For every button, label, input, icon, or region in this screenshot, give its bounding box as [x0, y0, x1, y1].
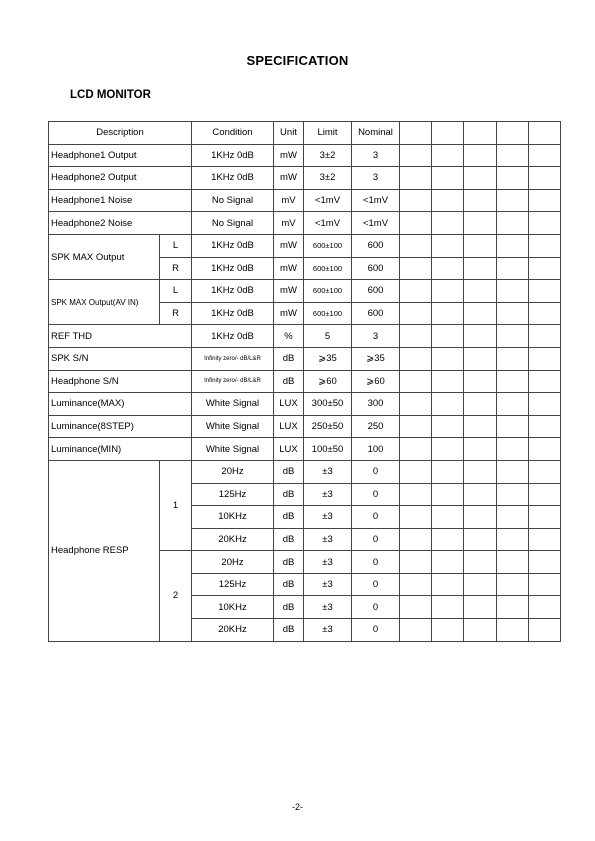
empty-cell	[464, 325, 497, 348]
empty-cell	[529, 483, 561, 506]
row-unit: dB	[274, 506, 304, 529]
row-limit: ±3	[304, 460, 352, 483]
empty-cell	[497, 302, 529, 325]
empty-cell	[529, 257, 561, 280]
channel-label: L	[160, 234, 192, 257]
empty-cell	[464, 528, 497, 551]
row-condition: 20KHz	[192, 528, 274, 551]
row-condition: 1KHz 0dB	[192, 302, 274, 325]
empty-cell	[529, 212, 561, 235]
empty-cell	[464, 257, 497, 280]
empty-cell	[497, 573, 529, 596]
empty-cell	[400, 528, 432, 551]
empty-cell	[400, 189, 432, 212]
row-nominal: 0	[352, 596, 400, 619]
channel-label: 1	[160, 460, 192, 550]
header-unit: Unit	[274, 122, 304, 145]
row-nominal: 3	[352, 144, 400, 167]
empty-cell	[529, 122, 561, 145]
header-condition: Condition	[192, 122, 274, 145]
empty-cell	[529, 325, 561, 348]
row-description: Luminance(MIN)	[49, 438, 192, 461]
empty-cell	[464, 619, 497, 642]
empty-cell	[497, 438, 529, 461]
empty-cell	[432, 280, 464, 303]
header-limit: Limit	[304, 122, 352, 145]
empty-cell	[400, 347, 432, 370]
table-row	[49, 325, 561, 348]
empty-cell	[432, 573, 464, 596]
table-row	[49, 144, 561, 167]
page-number: -2-	[292, 802, 303, 812]
row-condition: 20Hz	[192, 551, 274, 574]
row-nominal: <1mV	[352, 212, 400, 235]
row-condition: Infinity zero/- dB/L&R	[192, 370, 274, 393]
empty-cell	[497, 257, 529, 280]
row-limit: <1mV	[304, 189, 352, 212]
empty-cell	[497, 347, 529, 370]
empty-cell	[529, 302, 561, 325]
row-unit: dB	[274, 370, 304, 393]
empty-cell	[497, 393, 529, 416]
empty-cell	[497, 234, 529, 257]
header-nominal: Nominal	[352, 122, 400, 145]
empty-cell	[400, 370, 432, 393]
empty-cell	[529, 596, 561, 619]
empty-cell	[400, 460, 432, 483]
row-condition: 1KHz 0dB	[192, 257, 274, 280]
row-nominal: <1mV	[352, 189, 400, 212]
row-unit: mV	[274, 189, 304, 212]
row-unit: mW	[274, 144, 304, 167]
row-unit: %	[274, 325, 304, 348]
row-condition: 1KHz 0dB	[192, 144, 274, 167]
empty-cell	[497, 506, 529, 529]
row-limit: 250±50	[304, 415, 352, 438]
row-unit: LUX	[274, 393, 304, 416]
row-nominal: ⩾35	[352, 347, 400, 370]
row-description: Luminance(MAX)	[49, 393, 192, 416]
empty-cell	[464, 370, 497, 393]
row-unit: mW	[274, 257, 304, 280]
row-condition: No Signal	[192, 189, 274, 212]
empty-cell	[432, 506, 464, 529]
row-nominal: 3	[352, 325, 400, 348]
empty-cell	[529, 506, 561, 529]
empty-cell	[464, 415, 497, 438]
row-nominal: 0	[352, 619, 400, 642]
empty-cell	[400, 122, 432, 145]
empty-cell	[529, 393, 561, 416]
row-nominal: 0	[352, 460, 400, 483]
empty-cell	[464, 551, 497, 574]
empty-cell	[432, 415, 464, 438]
row-limit: ±3	[304, 551, 352, 574]
row-nominal: 0	[352, 551, 400, 574]
empty-cell	[497, 167, 529, 190]
row-unit: dB	[274, 573, 304, 596]
empty-cell	[497, 460, 529, 483]
empty-cell	[432, 212, 464, 235]
empty-cell	[400, 573, 432, 596]
empty-cell	[464, 234, 497, 257]
empty-cell	[529, 167, 561, 190]
empty-cell	[432, 257, 464, 280]
empty-cell	[400, 302, 432, 325]
row-description: Headphone RESP	[49, 460, 160, 641]
row-limit: ±3	[304, 619, 352, 642]
channel-label: L	[160, 280, 192, 303]
empty-cell	[497, 212, 529, 235]
empty-cell	[464, 347, 497, 370]
row-limit: ±3	[304, 573, 352, 596]
empty-cell	[464, 302, 497, 325]
empty-cell	[400, 596, 432, 619]
row-limit: 600±100	[304, 257, 352, 280]
empty-cell	[529, 280, 561, 303]
row-condition: 20Hz	[192, 460, 274, 483]
row-limit: 3±2	[304, 167, 352, 190]
table-row	[49, 460, 561, 483]
empty-cell	[400, 212, 432, 235]
empty-cell	[432, 460, 464, 483]
row-unit: LUX	[274, 415, 304, 438]
row-description: Headphone S/N	[49, 370, 192, 393]
empty-cell	[400, 438, 432, 461]
row-description: Headphone2 Output	[49, 167, 192, 190]
empty-cell	[529, 460, 561, 483]
row-unit: dB	[274, 528, 304, 551]
empty-cell	[464, 393, 497, 416]
empty-cell	[432, 551, 464, 574]
page-title: SPECIFICATION	[246, 53, 349, 68]
row-nominal: 0	[352, 506, 400, 529]
row-limit: 600±100	[304, 234, 352, 257]
table-row	[49, 370, 561, 393]
row-condition: White Signal	[192, 415, 274, 438]
empty-cell	[529, 551, 561, 574]
row-unit: mW	[274, 234, 304, 257]
row-nominal: 600	[352, 280, 400, 303]
empty-cell	[400, 415, 432, 438]
empty-cell	[464, 460, 497, 483]
table-row	[49, 189, 561, 212]
row-nominal: 3	[352, 167, 400, 190]
empty-cell	[432, 189, 464, 212]
empty-cell	[464, 189, 497, 212]
empty-cell	[529, 370, 561, 393]
empty-cell	[464, 122, 497, 145]
empty-cell	[497, 415, 529, 438]
empty-cell	[529, 347, 561, 370]
row-unit: dB	[274, 551, 304, 574]
row-limit: 600±100	[304, 280, 352, 303]
row-condition: 125Hz	[192, 483, 274, 506]
row-limit: ±3	[304, 483, 352, 506]
empty-cell	[400, 234, 432, 257]
empty-cell	[497, 483, 529, 506]
row-condition: 1KHz 0dB	[192, 325, 274, 348]
row-limit: <1mV	[304, 212, 352, 235]
empty-cell	[464, 280, 497, 303]
channel-label: R	[160, 302, 192, 325]
row-condition: 1KHz 0dB	[192, 167, 274, 190]
empty-cell	[497, 370, 529, 393]
header-description: Description	[49, 122, 192, 145]
row-unit: dB	[274, 619, 304, 642]
row-condition: No Signal	[192, 212, 274, 235]
empty-cell	[400, 280, 432, 303]
channel-label: R	[160, 257, 192, 280]
row-unit: dB	[274, 483, 304, 506]
row-unit: mW	[274, 167, 304, 190]
empty-cell	[529, 189, 561, 212]
empty-cell	[464, 483, 497, 506]
row-limit: 300±50	[304, 393, 352, 416]
empty-cell	[529, 438, 561, 461]
row-limit: ±3	[304, 528, 352, 551]
empty-cell	[432, 370, 464, 393]
empty-cell	[400, 619, 432, 642]
empty-cell	[464, 506, 497, 529]
empty-cell	[432, 596, 464, 619]
row-nominal: 600	[352, 234, 400, 257]
row-nominal: 300	[352, 393, 400, 416]
empty-cell	[432, 234, 464, 257]
empty-cell	[400, 257, 432, 280]
table-row	[49, 212, 561, 235]
row-unit: mW	[274, 302, 304, 325]
row-limit: 100±50	[304, 438, 352, 461]
row-limit: ±3	[304, 596, 352, 619]
table-row	[49, 280, 561, 303]
row-description: REF THD	[49, 325, 192, 348]
table-row	[49, 415, 561, 438]
spec-table	[48, 121, 561, 642]
table-row	[49, 167, 561, 190]
row-condition: 1KHz 0dB	[192, 280, 274, 303]
row-unit: dB	[274, 347, 304, 370]
header-row	[49, 122, 561, 145]
empty-cell	[529, 528, 561, 551]
empty-cell	[432, 483, 464, 506]
empty-cell	[432, 347, 464, 370]
row-condition: White Signal	[192, 438, 274, 461]
row-limit: 600±100	[304, 302, 352, 325]
empty-cell	[464, 438, 497, 461]
table-row	[49, 234, 561, 257]
row-condition: 20KHz	[192, 619, 274, 642]
empty-cell	[400, 393, 432, 416]
table-row	[49, 393, 561, 416]
empty-cell	[497, 144, 529, 167]
empty-cell	[432, 393, 464, 416]
empty-cell	[400, 325, 432, 348]
table-row	[49, 347, 561, 370]
empty-cell	[464, 573, 497, 596]
row-description: Headphone2 Noise	[49, 212, 192, 235]
row-limit: ⩾60	[304, 370, 352, 393]
empty-cell	[432, 438, 464, 461]
row-limit: 3±2	[304, 144, 352, 167]
empty-cell	[529, 619, 561, 642]
row-nominal: 0	[352, 483, 400, 506]
row-condition: White Signal	[192, 393, 274, 416]
row-limit: ⩾35	[304, 347, 352, 370]
row-nominal: 600	[352, 302, 400, 325]
row-description: SPK MAX Output(AV IN)	[49, 280, 160, 325]
empty-cell	[464, 144, 497, 167]
empty-cell	[464, 212, 497, 235]
row-condition: Infinity zero/- dB/L&R	[192, 347, 274, 370]
empty-cell	[432, 122, 464, 145]
empty-cell	[497, 280, 529, 303]
row-description: Headphone1 Noise	[49, 189, 192, 212]
row-nominal: ⩾60	[352, 370, 400, 393]
row-limit: 5	[304, 325, 352, 348]
empty-cell	[529, 234, 561, 257]
row-condition: 1KHz 0dB	[192, 234, 274, 257]
row-unit: LUX	[274, 438, 304, 461]
empty-cell	[529, 573, 561, 596]
row-condition: 125Hz	[192, 573, 274, 596]
row-unit: dB	[274, 460, 304, 483]
empty-cell	[497, 325, 529, 348]
empty-cell	[464, 596, 497, 619]
empty-cell	[432, 144, 464, 167]
empty-cell	[497, 596, 529, 619]
row-condition: 10KHz	[192, 596, 274, 619]
row-limit: ±3	[304, 506, 352, 529]
empty-cell	[400, 551, 432, 574]
row-unit: dB	[274, 596, 304, 619]
empty-cell	[400, 506, 432, 529]
empty-cell	[464, 167, 497, 190]
empty-cell	[497, 189, 529, 212]
empty-cell	[497, 528, 529, 551]
row-nominal: 0	[352, 573, 400, 596]
row-description: Headphone1 Output	[49, 144, 192, 167]
empty-cell	[497, 122, 529, 145]
empty-cell	[529, 144, 561, 167]
empty-cell	[497, 619, 529, 642]
channel-label: 2	[160, 551, 192, 641]
row-nominal: 100	[352, 438, 400, 461]
row-description: SPK S/N	[49, 347, 192, 370]
empty-cell	[432, 619, 464, 642]
empty-cell	[400, 483, 432, 506]
empty-cell	[432, 528, 464, 551]
row-description: SPK MAX Output	[49, 234, 160, 279]
empty-cell	[400, 144, 432, 167]
row-unit: mV	[274, 212, 304, 235]
row-description: Luminance(8STEP)	[49, 415, 192, 438]
row-nominal: 250	[352, 415, 400, 438]
section-heading: LCD MONITOR	[70, 89, 151, 101]
row-nominal: 0	[352, 528, 400, 551]
empty-cell	[529, 415, 561, 438]
table-row	[49, 438, 561, 461]
empty-cell	[432, 167, 464, 190]
row-unit: mW	[274, 280, 304, 303]
row-condition: 10KHz	[192, 506, 274, 529]
empty-cell	[432, 302, 464, 325]
empty-cell	[400, 167, 432, 190]
row-nominal: 600	[352, 257, 400, 280]
empty-cell	[497, 551, 529, 574]
empty-cell	[432, 325, 464, 348]
